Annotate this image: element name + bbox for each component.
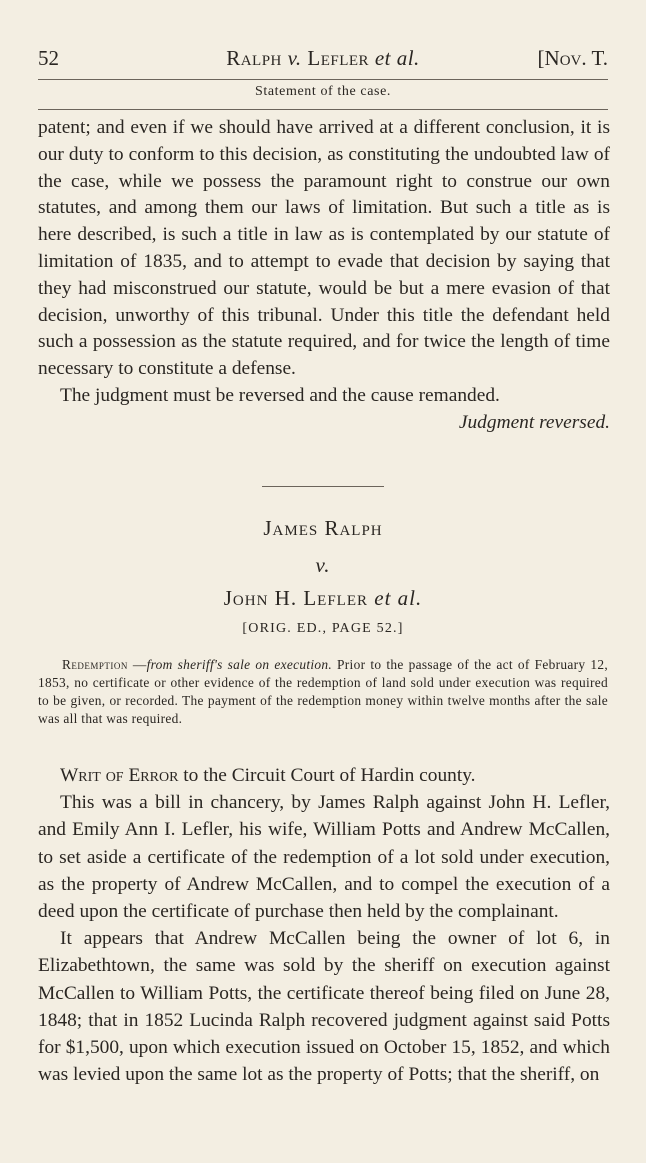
running-title-party2: Lefler [307, 46, 370, 70]
case-plaintiff: James Ralph [263, 516, 383, 540]
term-label: [Nov. T. [537, 46, 608, 70]
case-versus: v. [315, 553, 331, 577]
page-number: 52 [38, 46, 59, 70]
opinion-paragraph: patent; and even if we should have arrived at a different conclusion, it is our duty to conform to this decision, as constituting the undoubted law of the case, while we possess the paramount right to construe our own statutes, and among them our laws of limitation. But such a title as is here described, is such a title in law as is contemplated by our statute of limitation of 1835, and to attempt to evade that decision by saying that they had misconstrued our statute, would be but a mere evasion of that decision, unworthy of this tribunal. Under this title the defendant held such a possession as the statute required, and for twice the length of time necessary to constitute a defense. [38, 117, 610, 380]
case-defendant-etal: et al. [374, 586, 423, 610]
headnote-dash: — [127, 657, 147, 672]
running-title-v: v. [287, 46, 302, 70]
headnote-paragraph [38, 656, 608, 728]
disposition: Judgment reversed. [458, 411, 610, 433]
writ-text: to the Circuit Court of Hardin county. [178, 765, 476, 786]
running-header [38, 46, 608, 76]
statement-paragraph-2: It appears that Andrew McCallen being the owner of lot 6, in Elizabethtown, the same was sold by the sheriff on execution against McCallen to William Potts, the certificate thereof being filed on June 28, 1848; that in 1852 Lucinda Ralph recovered judgment against said Potts for $1,500, upon which execution issued on October 15, 1852, and which was levied upon the same lot as the property of Potts; that the sheriff, on [38, 928, 610, 1086]
opinion-end [38, 115, 610, 437]
case-versus-line [0, 553, 646, 578]
headnote-text: Prior to the passage of the act of February 12, 1853, no certificate or other evidence of the redemption of land sold under execution was required to be given, or recorded. The payment of the redemption money within twelve months after the sale was all that was required. [38, 657, 608, 726]
original-edition-reference: [ORIG. ED., PAGE 52.] [242, 621, 404, 636]
headnote-keyword: Redemption [62, 657, 128, 672]
statement-label: Statement of the case. [254, 84, 392, 99]
headnote [38, 656, 608, 728]
running-title-etal: et al. [374, 46, 420, 70]
running-title [38, 46, 608, 71]
writ-line [38, 762, 610, 789]
statement-paragraph-1: This was a bill in chancery, by James Ralph against John H. Lefler, and Emily Ann I. Lefler, his wife, William Potts and Andrew McCallen, to set aside a certificate of the redemption of a lot sold under execution, as the property of Andrew McCallen, and to compel the execution of a deed upon the certificate of purchase then held by the complainant. [38, 792, 610, 923]
judgment-sentence: The judgment must be reversed and the cause remanded. [60, 384, 500, 406]
header-rule [38, 79, 608, 80]
case-statement [38, 762, 610, 1088]
headnote-topic: from sheriff's sale on execution. [146, 657, 333, 672]
case-defendant-line [0, 586, 646, 611]
running-title-party1: Ralph [226, 46, 282, 70]
statement-rule [38, 109, 608, 110]
case-divider [262, 486, 384, 487]
case-defendant: John H. Lefler [223, 586, 368, 610]
writ-label: Writ of Error [60, 765, 179, 786]
